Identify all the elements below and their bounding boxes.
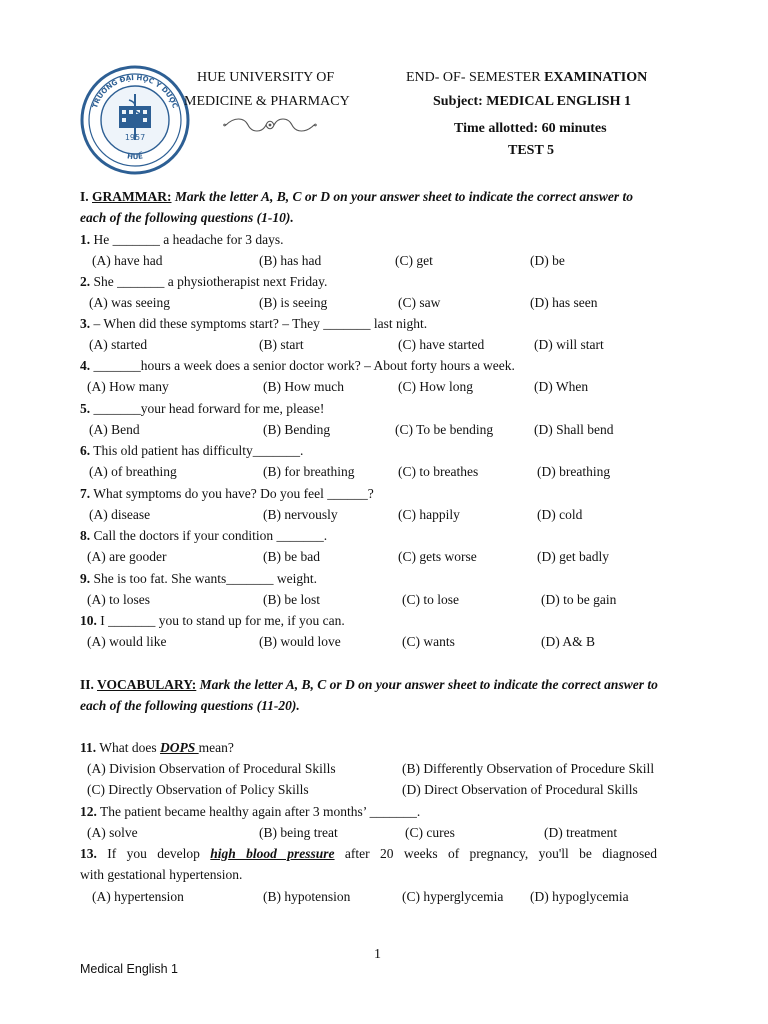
question-12-option-c: (C) cures bbox=[405, 825, 455, 840]
question-2-option-b: (B) is seeing bbox=[259, 295, 328, 310]
grammar-section-heading: I. GRAMMAR: Mark the letter A, B, C or D on your answer sheet to indicate the correct answer to bbox=[80, 189, 634, 204]
ornament-divider-icon bbox=[220, 116, 320, 134]
question-6-option-d: (D) breathing bbox=[537, 464, 611, 479]
svg-text:1957: 1957 bbox=[124, 133, 146, 142]
question-6-option-a: (A) of breathing bbox=[89, 464, 177, 479]
question-2-option-c: (C) saw bbox=[398, 295, 441, 310]
question-3-option-d: (D) will start bbox=[534, 337, 604, 352]
question-11-option-d: (D) Direct Observation of Procedural Skills bbox=[402, 782, 638, 797]
question-8-option-a: (A) are gooder bbox=[87, 549, 167, 564]
question-10-option-a: (A) would like bbox=[87, 634, 167, 649]
question-7-option-a: (A) disease bbox=[89, 507, 151, 522]
exam-test-number: TEST 5 bbox=[508, 143, 555, 158]
question-7-option-c: (C) happily bbox=[398, 507, 460, 522]
question-9-option-d: (D) to be gain bbox=[541, 592, 617, 607]
grammar-section-instruction-cont: each of the following questions (1-10). bbox=[80, 210, 294, 225]
question-10-option-b: (B) would love bbox=[259, 634, 341, 649]
university-name-line1: HUE UNIVERSITY OF bbox=[197, 70, 335, 85]
exam-subject: Subject: MEDICAL ENGLISH 1 bbox=[433, 94, 631, 109]
question-3-option-b: (B) start bbox=[259, 337, 304, 352]
exam-time: Time allotted: 60 minutes bbox=[454, 121, 607, 136]
question-6-option-b: (B) for breathing bbox=[263, 464, 355, 479]
question-11-option-c: (C) Directly Observation of Policy Skills bbox=[87, 782, 309, 797]
question-12-option-d: (D) treatment bbox=[544, 825, 618, 840]
question-12-option-a: (A) solve bbox=[87, 825, 138, 840]
page-number: 1 bbox=[374, 947, 381, 962]
question-13-continued: with gestational hypertension. bbox=[80, 867, 243, 882]
question-5-option-a: (A) Bend bbox=[89, 422, 140, 437]
question-13: 13. If you develop high blood pressure after 20 weeks of pregnancy, you'll be diagnosed bbox=[80, 846, 657, 861]
question-7: 7. What symptoms do you have? Do you feel ______? bbox=[80, 486, 374, 501]
question-13-option-d: (D) hypoglycemia bbox=[530, 889, 629, 904]
question-1-option-d: (D) be bbox=[530, 253, 565, 268]
question-9-option-a: (A) to loses bbox=[87, 592, 150, 607]
question-8: 8. Call the doctors if your condition _______. bbox=[80, 528, 328, 543]
question-8-option-c: (C) gets worse bbox=[398, 549, 477, 564]
question-4-option-b: (B) How much bbox=[263, 379, 344, 394]
question-2: 2. She _______ a physiotherapist next Friday. bbox=[80, 274, 328, 289]
exam-title: END- OF- SEMESTER EXAMINATION bbox=[406, 70, 648, 85]
question-5-option-b: (B) Bending bbox=[263, 422, 331, 437]
question-5: 5. _______your head forward for me, please! bbox=[80, 401, 325, 416]
question-9-option-c: (C) to lose bbox=[402, 592, 459, 607]
question-12-option-b: (B) being treat bbox=[259, 825, 338, 840]
question-3: 3. – When did these symptoms start? – They _______ last night. bbox=[80, 316, 428, 331]
question-6: 6. This old patient has difficulty_______. bbox=[80, 443, 304, 458]
question-7-option-b: (B) nervously bbox=[263, 507, 338, 522]
question-1-option-c: (C) get bbox=[395, 253, 433, 268]
question-11-option-b: (B) Differently Observation of Procedure Skill bbox=[402, 761, 655, 776]
question-7-option-d: (D) cold bbox=[537, 507, 583, 522]
question-4: 4. _______hours a week does a senior doctor work? – About forty hours a week. bbox=[80, 358, 515, 373]
question-1: 1. He _______ a headache for 3 days. bbox=[80, 232, 284, 247]
university-seal-logo bbox=[79, 64, 191, 176]
question-4-option-c: (C) How long bbox=[398, 379, 473, 394]
question-8-option-d: (D) get badly bbox=[537, 549, 609, 564]
question-8-option-b: (B) be bad bbox=[263, 549, 320, 564]
question-1-option-b: (B) has had bbox=[259, 253, 322, 268]
vocabulary-section-heading: II. VOCABULARY: Mark the letter A, B, C or D on your answer sheet to indicate the correct answer to bbox=[80, 677, 658, 692]
question-2-option-a: (A) was seeing bbox=[89, 295, 170, 310]
vocabulary-section-instruction-cont: each of the following questions (11-20). bbox=[80, 698, 300, 713]
svg-text:HUẾ: HUẾ bbox=[126, 152, 144, 162]
question-11-option-a: (A) Division Observation of Procedural Skills bbox=[87, 761, 336, 776]
footer-course-name: Medical English 1 bbox=[80, 962, 178, 976]
question-3-option-a: (A) started bbox=[89, 337, 148, 352]
question-12: 12. The patient became healthy again after 3 months’ _______. bbox=[80, 804, 421, 819]
question-1-option-a: (A) have had bbox=[92, 253, 163, 268]
question-13-option-c: (C) hyperglycemia bbox=[402, 889, 504, 904]
question-4-option-a: (A) How many bbox=[87, 379, 169, 394]
question-9-option-b: (B) be lost bbox=[263, 592, 320, 607]
question-10-option-d: (D) A& B bbox=[541, 634, 595, 649]
question-11: 11. What does DOPS mean? bbox=[80, 740, 234, 755]
question-5-option-c: (C) To be bending bbox=[395, 422, 494, 437]
question-3-option-c: (C) have started bbox=[398, 337, 485, 352]
question-10-option-c: (C) wants bbox=[402, 634, 455, 649]
question-13-option-a: (A) hypertension bbox=[92, 889, 184, 904]
question-5-option-d: (D) Shall bend bbox=[534, 422, 614, 437]
question-4-option-d: (D) When bbox=[534, 379, 589, 394]
svg-text:TRƯỜNG ĐẠI HỌC Y DƯỢC: TRƯỜNG ĐẠI HỌC Y DƯỢC bbox=[90, 73, 180, 110]
university-name-line2: MEDICINE & PHARMACY bbox=[184, 94, 350, 109]
question-2-option-d: (D) has seen bbox=[530, 295, 598, 310]
question-10: 10. I _______ you to stand up for me, if you can. bbox=[80, 613, 345, 628]
question-9: 9. She is too fat. She wants_______ weight. bbox=[80, 571, 317, 586]
question-13-option-b: (B) hypotension bbox=[263, 889, 351, 904]
question-6-option-c: (C) to breathes bbox=[398, 464, 479, 479]
